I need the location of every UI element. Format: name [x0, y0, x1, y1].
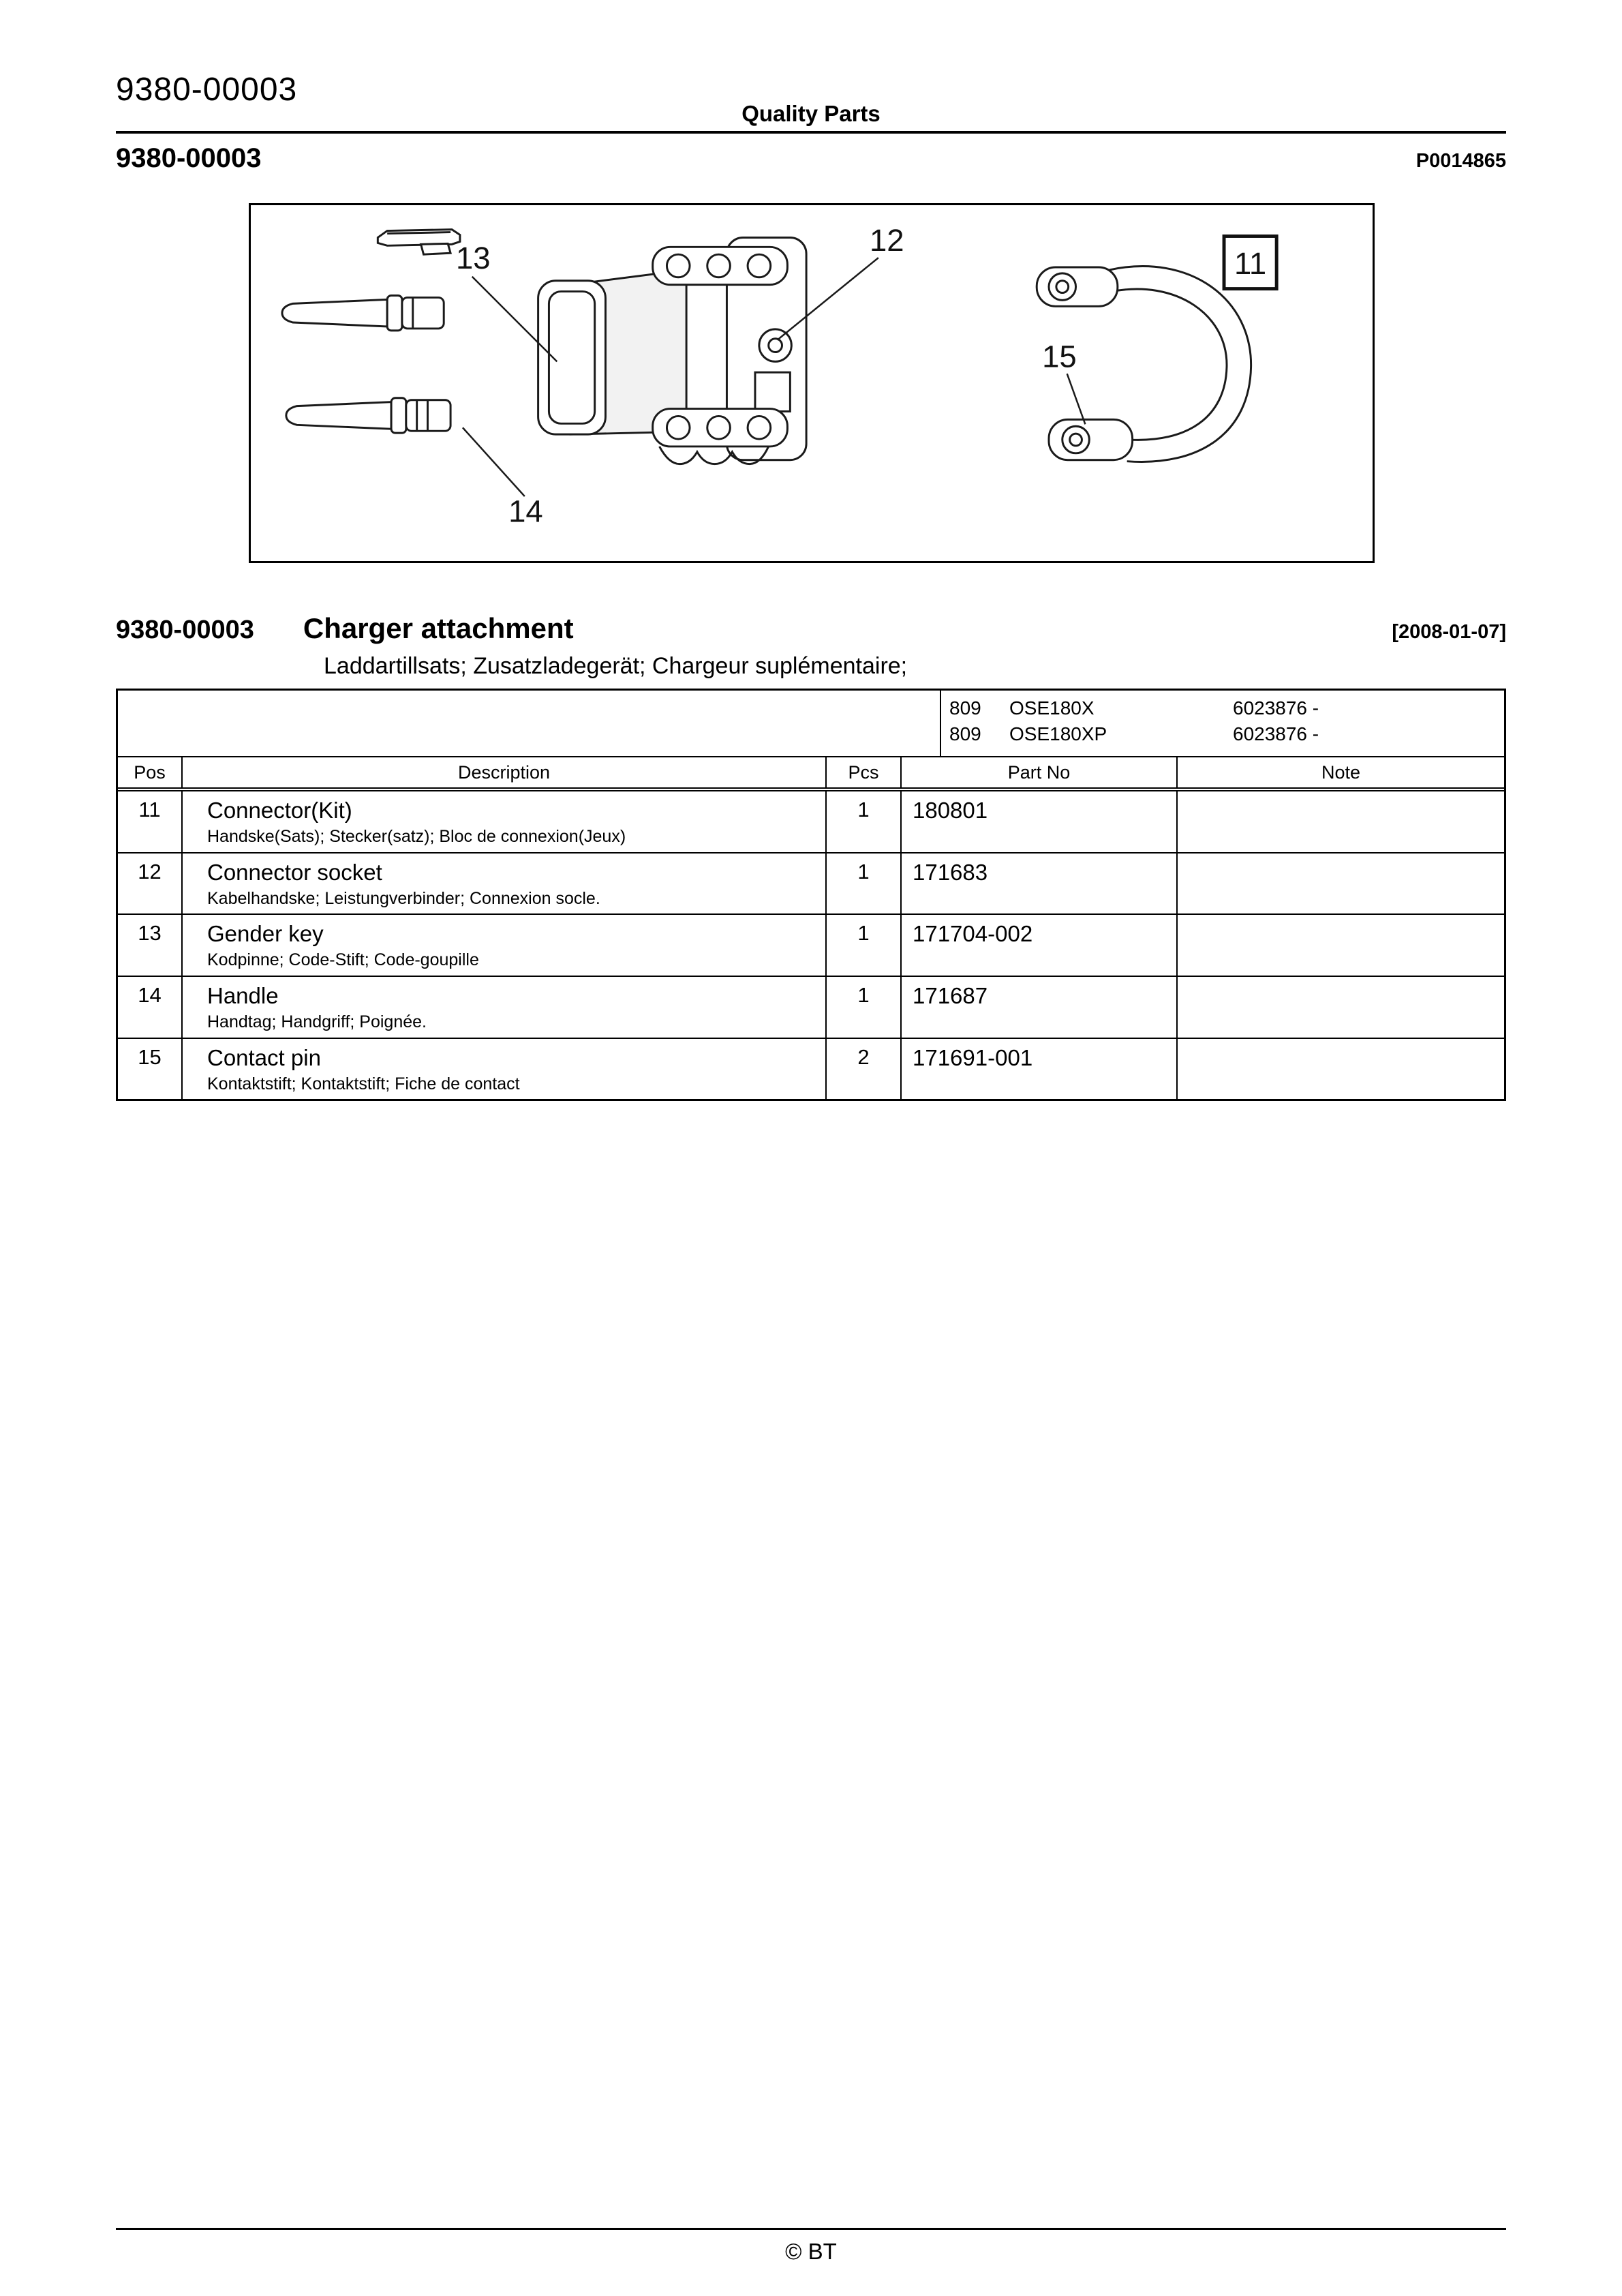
parts-table [116, 689, 1506, 1101]
table-row [118, 977, 1504, 1039]
row-description-sub: Kabelhandske; Leistungverbinder; Connexion socle. [207, 888, 600, 908]
row-pos: 11 [118, 791, 183, 852]
row-pcs: 1 [827, 977, 902, 1038]
row-description-sub: Kontaktstift; Kontaktstift; Fiche de contact [207, 1074, 520, 1093]
row-part-no: 171704-002 [902, 915, 1178, 976]
row-description [183, 977, 827, 1038]
contact-pin-lower [286, 398, 450, 433]
model-code: 809 [949, 723, 981, 744]
page-doc-number: 9380-00003 [116, 143, 262, 173]
col-header-pcs: Pcs [827, 757, 902, 787]
table-header-row [118, 757, 1504, 791]
image-ref-code: P0014865 [1416, 150, 1506, 172]
section-title: Charger attachment [303, 612, 574, 644]
col-header-part-no: Part No [902, 757, 1178, 787]
row-part-no: 171683 [902, 854, 1178, 914]
model-header-empty-cell [118, 691, 941, 756]
table-row [118, 791, 1504, 854]
doc-number-header: 9380-00003 [116, 72, 298, 108]
model-name: OSE180XP [1009, 723, 1107, 744]
model-code: 809 [949, 697, 981, 719]
row-note [1178, 1039, 1504, 1100]
row-description-sub: Handtag; Handgriff; Poignée. [207, 1012, 427, 1031]
row-pos: 15 [118, 1039, 183, 1100]
row-pos: 13 [118, 915, 183, 976]
col-header-note: Note [1321, 761, 1361, 783]
subheader-row [116, 143, 1506, 174]
row-note [1178, 791, 1504, 852]
section-heading-row [116, 612, 1506, 645]
exploded-diagram [251, 205, 1373, 561]
section-number: 9380-00003 [116, 616, 254, 644]
row-description-sub: Kodpinne; Code-Stift; Code-goupille [207, 950, 479, 970]
row-description-sub: Handske(Sats); Stecker(satz); Bloc de connexion(Jeux) [207, 826, 626, 846]
callout-13: 13 [456, 240, 491, 275]
row-pcs: 1 [827, 915, 902, 976]
footer-rule [116, 2228, 1506, 2230]
row-description-main: Connector(Kit) [207, 798, 352, 823]
contact-pin-upper [282, 295, 444, 330]
row-pcs: 1 [827, 791, 902, 852]
table-row [118, 854, 1504, 916]
section-date: [2008-01-07] [1392, 621, 1506, 643]
footer-copyright: © BT [785, 2239, 837, 2264]
row-pos: 12 [118, 854, 183, 914]
callout-14: 14 [508, 494, 543, 529]
callout-11: 11 [1234, 245, 1267, 281]
row-description-main: Handle [207, 983, 279, 1009]
model-serial: 6023876 - [1233, 723, 1319, 744]
row-note [1178, 915, 1504, 976]
callout-15: 15 [1042, 339, 1077, 374]
model-row [941, 697, 1504, 723]
row-description [183, 915, 827, 976]
section-subtitle: Laddartillsats; Zusatzladegerät; Chargeur suplémentaire; [324, 653, 908, 679]
row-pcs: 2 [827, 1039, 902, 1100]
model-header-models [941, 691, 1504, 756]
row-part-no: 171691-001 [902, 1039, 1178, 1100]
col-header-pos: Pos [118, 757, 183, 787]
row-description-main: Gender key [207, 921, 324, 947]
table-row [118, 915, 1504, 977]
model-header-box [118, 691, 1504, 757]
row-description [183, 1039, 827, 1100]
model-serial: 6023876 - [1233, 697, 1319, 719]
table-row [118, 1039, 1504, 1100]
row-part-no: 180801 [902, 791, 1178, 852]
model-row [941, 723, 1504, 749]
col-header-description: Description [183, 757, 827, 787]
row-pos: 14 [118, 977, 183, 1038]
row-note [1178, 977, 1504, 1038]
row-description-main: Connector socket [207, 859, 382, 885]
row-part-no: 171687 [902, 977, 1178, 1038]
callout-12: 12 [870, 223, 904, 258]
exploded-diagram-frame [249, 203, 1375, 563]
leader-14 [463, 427, 525, 496]
row-pcs: 1 [827, 854, 902, 914]
row-note [1178, 854, 1504, 914]
row-description-main: Contact pin [207, 1044, 321, 1070]
brand-title: Quality Parts [741, 101, 881, 126]
model-name: OSE180X [1009, 697, 1095, 719]
header-rule [116, 131, 1506, 134]
gender-key-part [378, 230, 460, 255]
row-description [183, 791, 827, 852]
row-description [183, 854, 827, 914]
leader-15 [1067, 374, 1086, 424]
